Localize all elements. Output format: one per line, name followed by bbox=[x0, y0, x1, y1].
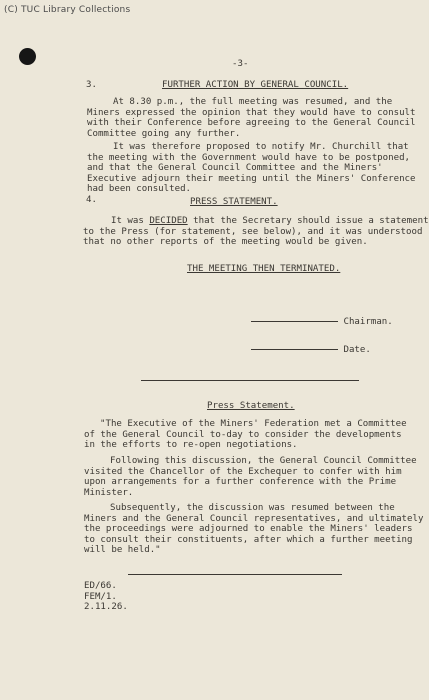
archive-watermark: (C) TUC Library Collections bbox=[4, 5, 131, 15]
punch-hole bbox=[19, 48, 36, 65]
text-line bbox=[83, 216, 429, 227]
divider-rule bbox=[141, 380, 359, 381]
press-statement-paragraph-2 bbox=[84, 456, 417, 498]
text-line: to consult their constituents, after which a further meeting bbox=[84, 534, 413, 545]
text-line: visited the Chancellor of the Exchequer to confer with him bbox=[84, 466, 402, 477]
text-line: upon arrangements for a further conference with the Prime bbox=[84, 477, 397, 488]
section-4-paragraph bbox=[83, 216, 429, 248]
text-line: the meeting with the Government would have to be postponed, bbox=[87, 152, 411, 163]
text-line: Subsequently, the discussion was resumed between the bbox=[110, 503, 395, 513]
text-line: of the General Council to-day to consider the developments bbox=[84, 429, 402, 440]
page-number: -3- bbox=[232, 59, 249, 69]
text-line: in the efforts to re-open negotiations. bbox=[84, 440, 298, 451]
reference-line: ED/66. bbox=[84, 581, 117, 591]
text-line: Following this discussion, the General Council Committee bbox=[110, 456, 417, 466]
text-run: that the Secretary should issue a statement bbox=[187, 216, 429, 226]
decided-keyword: DECIDED bbox=[149, 216, 188, 226]
text-line: Miners expressed the opinion that they would have to consult bbox=[87, 107, 416, 118]
press-statement-paragraph-3 bbox=[84, 503, 423, 556]
section-3-paragraph-2 bbox=[87, 142, 416, 195]
text-line: "The Executive of the Miners' Federation met a Committee bbox=[100, 419, 407, 429]
press-statement-paragraph-1 bbox=[84, 419, 407, 451]
chairman-line bbox=[251, 317, 393, 328]
text-line: with their Conference before agreeing to the General Council bbox=[87, 118, 416, 129]
section-4-heading: PRESS STATEMENT. bbox=[190, 197, 278, 207]
press-statement-heading: Press Statement. bbox=[207, 401, 295, 411]
text-line: Executive adjourn their meeting until the Miners' Conference bbox=[87, 173, 416, 184]
date-blank bbox=[251, 349, 338, 350]
chairman-label: Chairman. bbox=[343, 317, 393, 327]
text-line: and that the General Council Committee and the Miners' bbox=[87, 163, 383, 174]
date-label: Date. bbox=[343, 345, 371, 355]
section-4-number: 4. bbox=[86, 195, 97, 205]
text-line: It was therefore proposed to notify Mr. Churchill that bbox=[113, 142, 409, 152]
meeting-terminated: THE MEETING THEN TERMINATED. bbox=[187, 264, 341, 274]
text-line: the proceedings were adjourned to enable the Miners' leaders bbox=[84, 524, 413, 535]
text-line: that no other reports of the meeting would be given. bbox=[83, 237, 368, 248]
section-3-number: 3. bbox=[86, 80, 97, 90]
section-3-paragraph-1 bbox=[87, 97, 416, 139]
reference-block bbox=[84, 581, 128, 613]
text-line: Minister. bbox=[84, 487, 134, 498]
date-line bbox=[251, 345, 371, 356]
reference-line: FEM/1. bbox=[84, 591, 117, 602]
text-line: Miners and the General Council representatives, and ultimately bbox=[84, 513, 424, 524]
text-line: will be held." bbox=[84, 545, 161, 556]
section-3-heading: FURTHER ACTION BY GENERAL COUNCIL. bbox=[162, 80, 349, 90]
chairman-blank bbox=[251, 321, 338, 322]
closing-rule bbox=[128, 574, 342, 575]
text-run: It was bbox=[111, 216, 150, 226]
text-line: Committee going any further. bbox=[87, 128, 241, 139]
reference-line: 2.11.26. bbox=[84, 602, 128, 613]
text-line: At 8.30 p.m., the full meeting was resumed, and the bbox=[113, 97, 393, 107]
text-line: had been consulted. bbox=[87, 184, 192, 195]
text-line: to the Press (for statement, see below), and it was understood bbox=[83, 226, 423, 237]
